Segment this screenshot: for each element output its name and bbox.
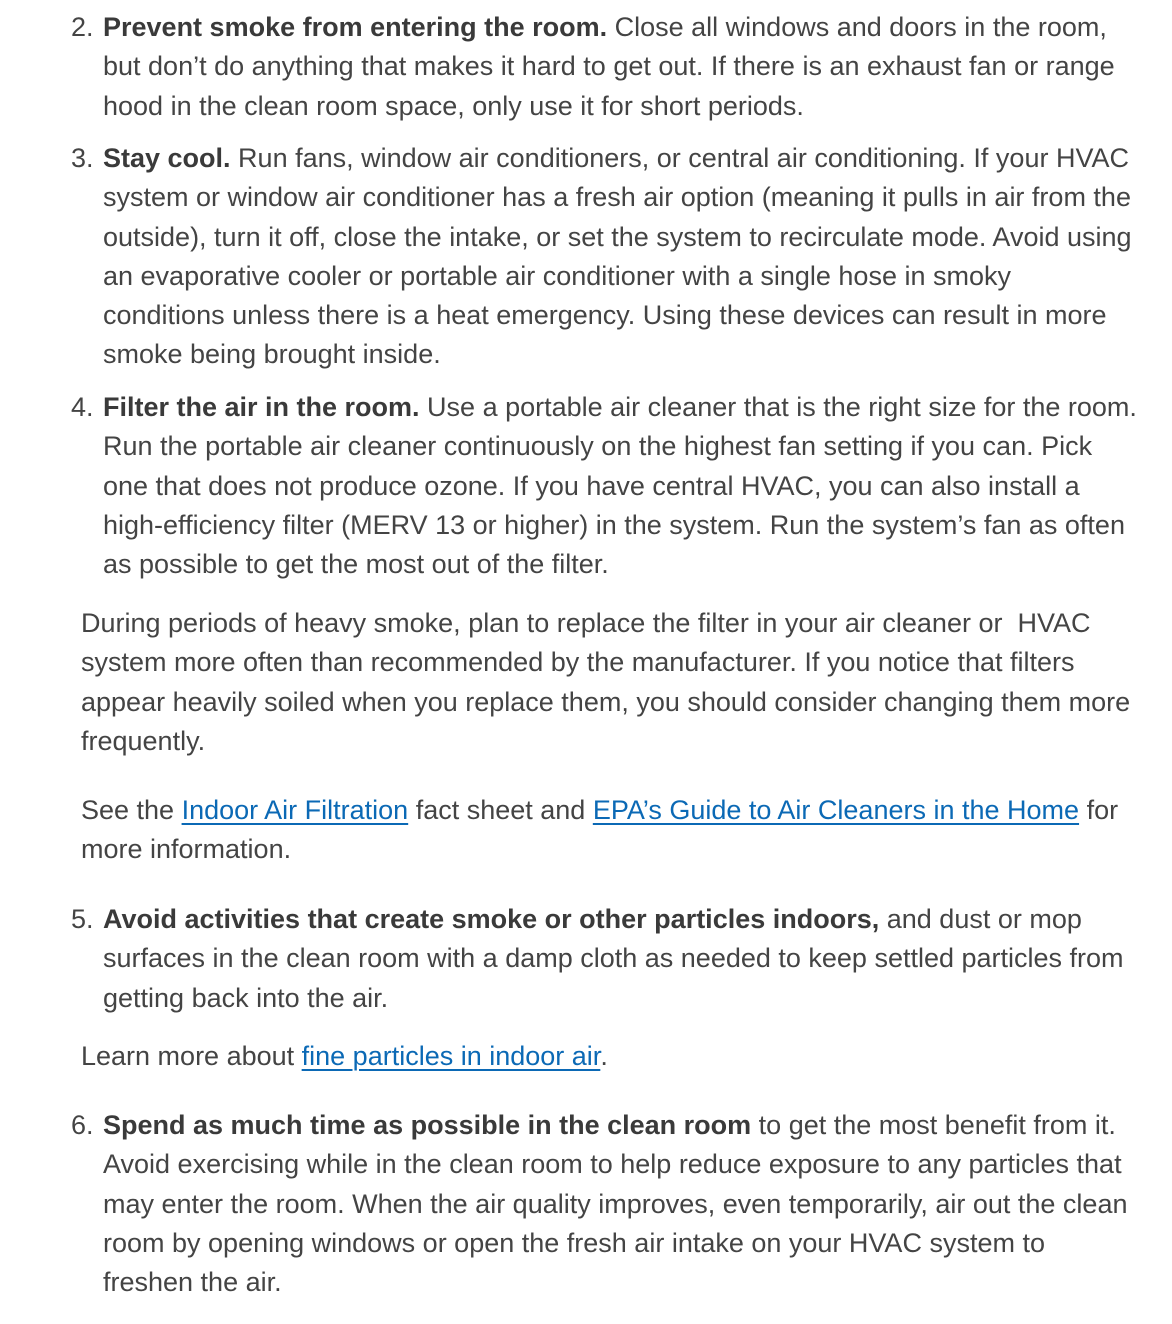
list-number: 4.: [71, 392, 94, 422]
list-item-text: [103, 8, 1140, 126]
list-item-body: Use a portable air cleaner that is the right size for the room. Run the portable air cleaner continuously on the highest fan setting if you can. Pick one that does not produce ozone. If you have central HVAC, you can also install a high-efficiency filter (MERV 13 or higher) in the system. Run the system’s fan as often as possible to get the most out of the filter.: [103, 392, 1137, 580]
learn-more-prefix: Learn more about: [81, 1041, 302, 1071]
list-number: 3.: [71, 143, 94, 173]
list-item-3: [0, 139, 1140, 375]
list-item-heading: Stay cool.: [103, 143, 231, 173]
list-item-body: Run fans, window air conditioners, or central air conditioning. If your HVAC system or window air conditioner has a fresh air option (meaning it pulls in air from the outside), turn it off, close the intake, or set the system to recirculate mode. Avoid using an evaporative cooler or portable air conditioner with a single hose in smoky conditions unless there is a heat emergency. Using these devices can result in more smoke being brought inside.: [103, 143, 1132, 370]
list-item-heading: Prevent smoke from entering the room.: [103, 12, 608, 42]
list-item-heading: Spend as much time as possible in the clean room: [103, 1110, 752, 1140]
see-also-paragraph: [81, 791, 1141, 870]
learn-more-paragraph: [81, 1037, 1141, 1076]
list-item-text: [103, 388, 1140, 584]
list-item-2: [0, 8, 1140, 126]
epa-guide-air-cleaners-link[interactable]: EPA’s Guide to Air Cleaners in the Home: [592, 795, 1080, 825]
list-item-body: Close all windows and doors in the room, but don’t do anything that makes it hard to get out. If there is an exhaust fan or range hood in the clean room space, only use it for short periods.: [103, 12, 1115, 121]
see-also-middle: fact sheet and: [408, 795, 593, 825]
list-item-4: [0, 388, 1140, 584]
list-item-6: [0, 1106, 1140, 1302]
list-item-heading: Filter the air in the room.: [103, 392, 420, 422]
see-also-prefix: See the: [81, 795, 182, 825]
list-item-5: [0, 900, 1140, 1018]
list-number: 6.: [71, 1110, 94, 1140]
list-number: 2.: [71, 12, 94, 42]
list-item-text: [103, 139, 1140, 375]
filter-replacement-note: During periods of heavy smoke, plan to replace the filter in your air cleaner or HVAC system more often than recommended by the manufacturer. If you notice that filters appear heavily soiled when you replace them, you should consider changing them more frequently.: [81, 608, 1131, 756]
list-number: 5.: [71, 904, 94, 934]
list-item-body: and dust or mop surfaces in the clean room with a damp cloth as needed to keep settled particles from getting back into the air.: [103, 904, 1124, 1013]
list-item-heading: Avoid activities that create smoke or other particles indoors,: [103, 904, 880, 934]
list-item-text: [103, 1106, 1140, 1302]
see-also-suffix: for more information.: [81, 795, 1119, 865]
learn-more-suffix: .: [600, 1041, 608, 1071]
list-item-text: [103, 900, 1140, 1018]
indoor-air-filtration-link[interactable]: Indoor Air Filtration: [181, 795, 409, 825]
fine-particles-link[interactable]: fine particles in indoor air: [301, 1041, 601, 1071]
list-item-body: to get the most benefit from it. Avoid exercising while in the clean room to help reduce exposure to any particles that may enter the room. When the air quality improves, even temporarily, air out the clean room by opening windows or open the fresh air intake on your HVAC system to freshen the air.: [103, 1110, 1128, 1298]
